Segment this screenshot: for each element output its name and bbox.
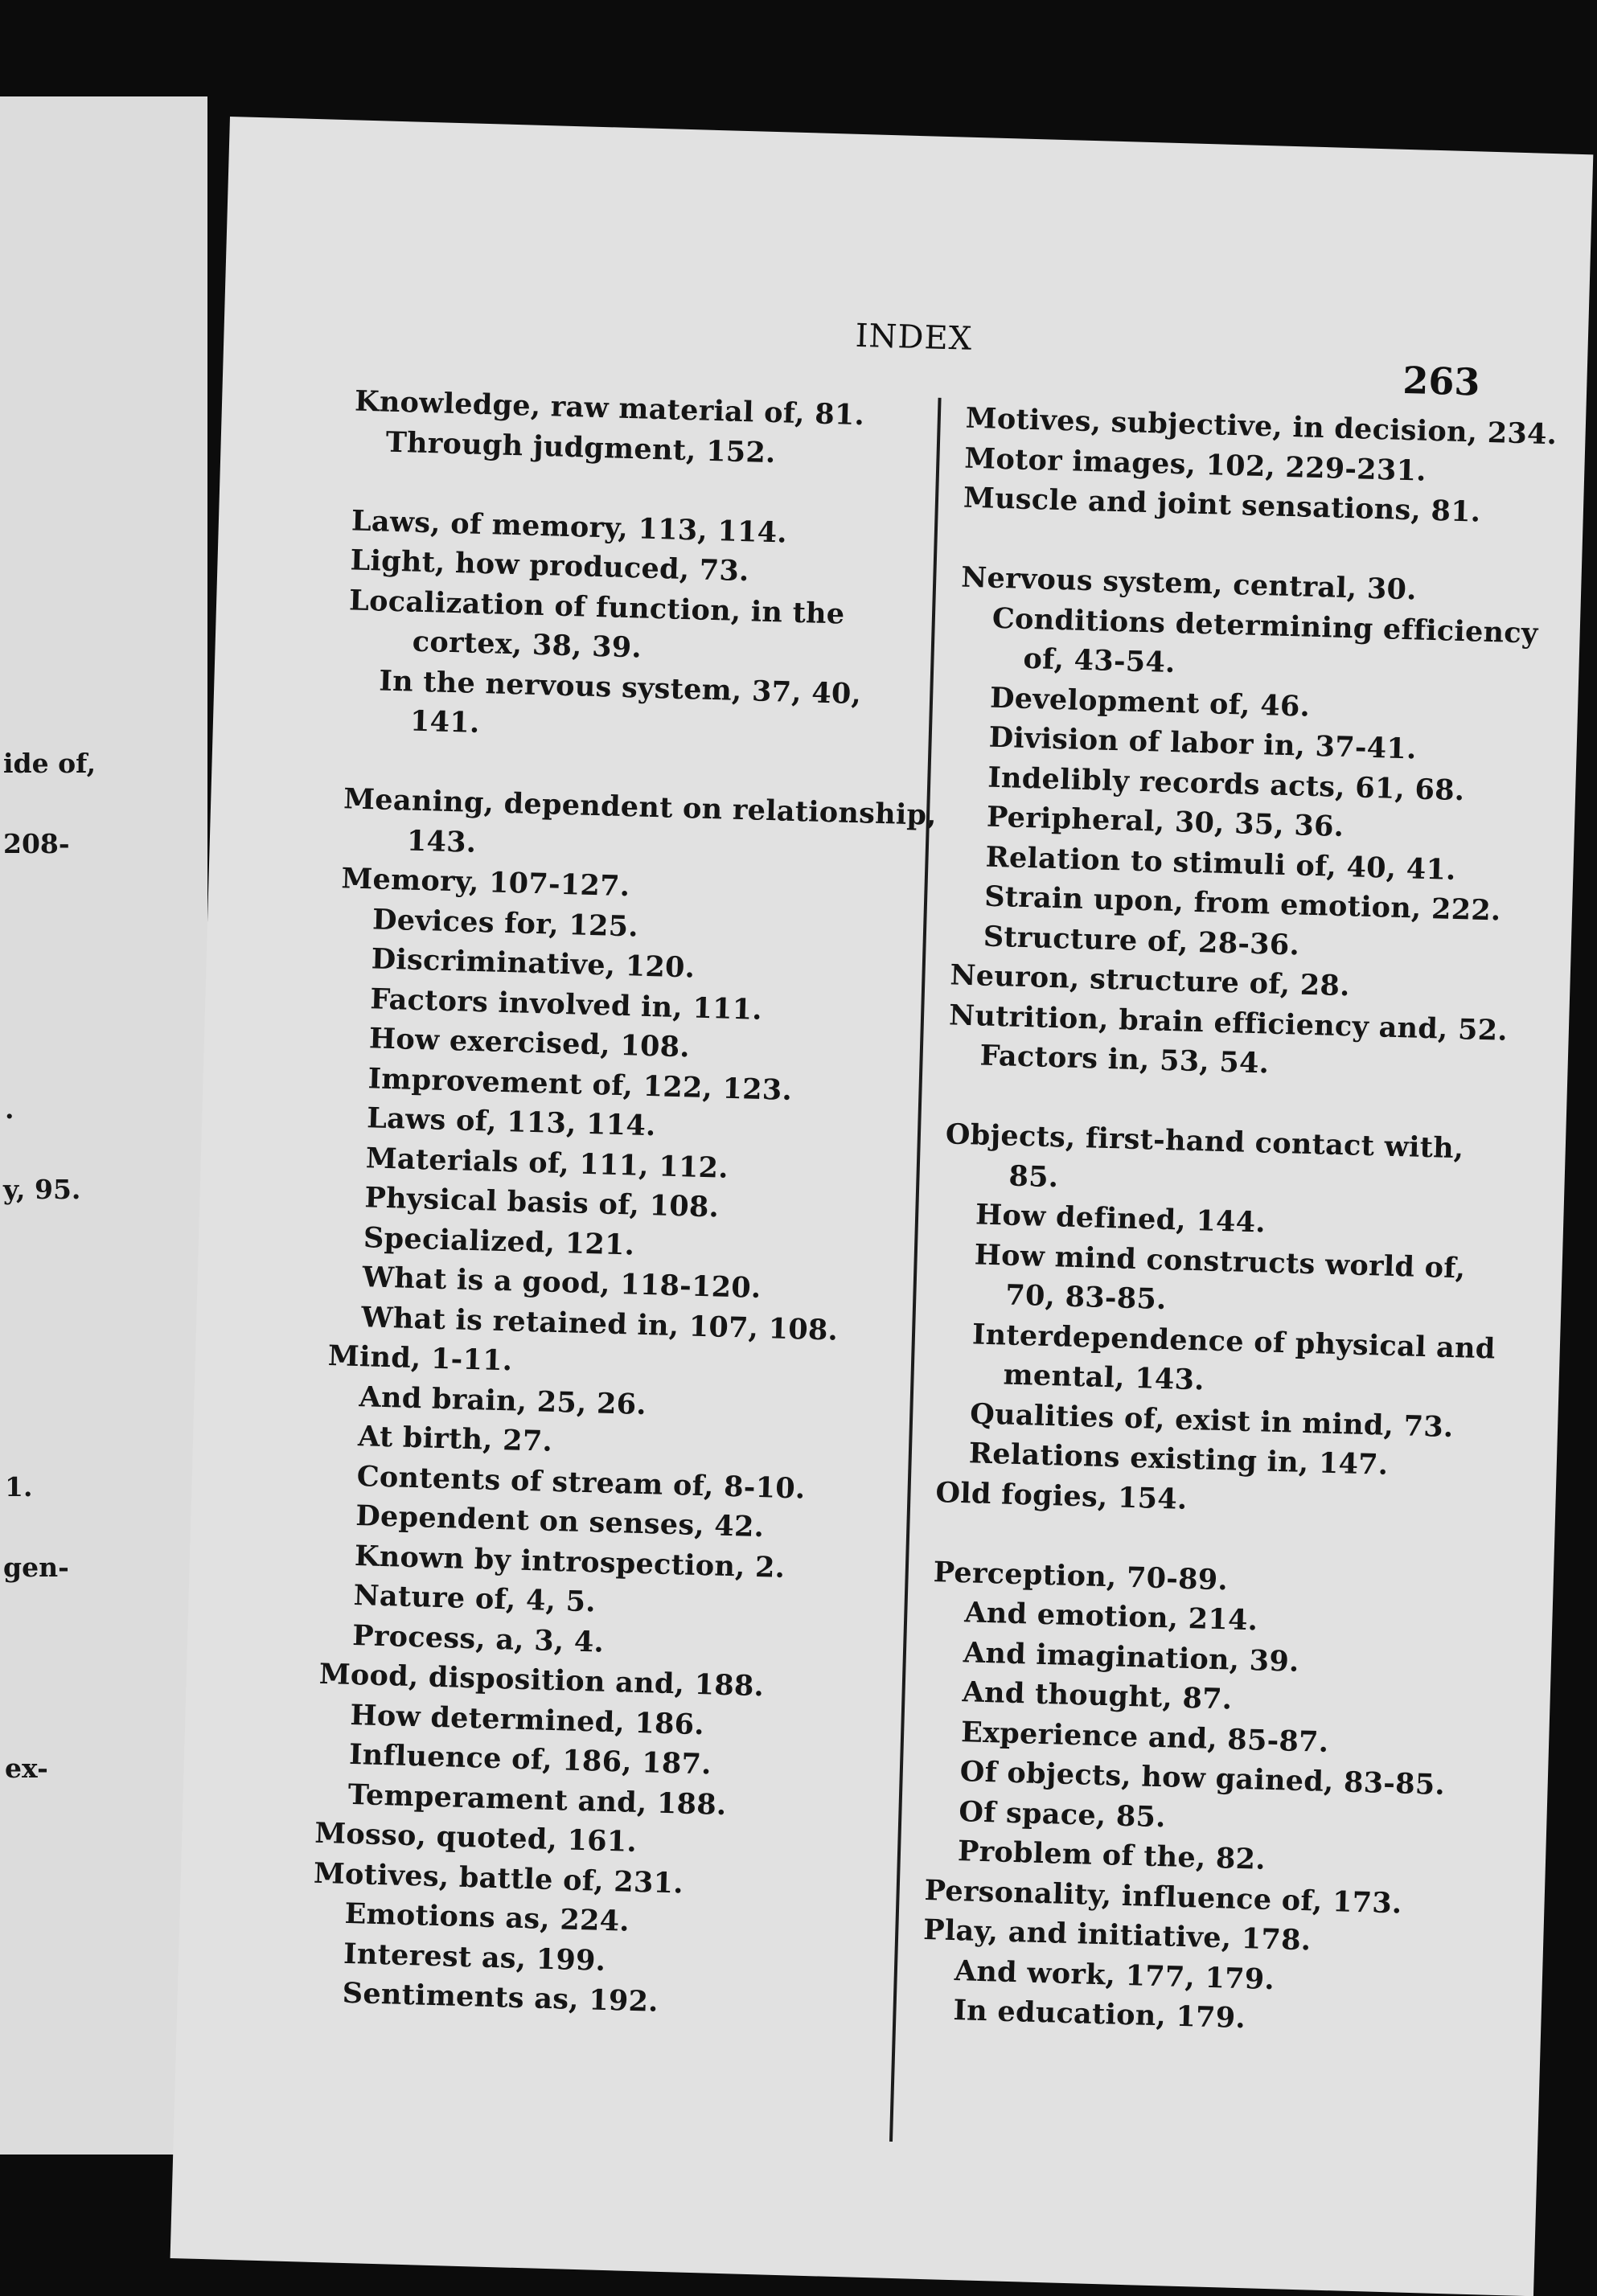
index-entry: Localization of function, in the [348, 583, 846, 631]
index-subentry: And work, 177, 179. [954, 1954, 1275, 1996]
index-subentry: Of space, 85. [958, 1794, 1167, 1834]
index-entry: Motives, subjective, in decision, 234. [965, 401, 1558, 452]
index-entry: Mood, disposition and, 188. [318, 1657, 765, 1704]
index-subentry: mental, 143. [1003, 1358, 1205, 1397]
index-subentry: Structure of, 28-36. [983, 920, 1300, 962]
index-entry: Nervous system, central, 30. [960, 560, 1418, 607]
index-entry: Nutrition, brain efficiency and, 52. [948, 998, 1509, 1048]
index-subentry: Temperament and, 188. [347, 1777, 727, 1822]
index-subentry: Division of labor in, 37-41. [988, 720, 1418, 766]
index-subentry: How mind constructs world of, [974, 1237, 1466, 1285]
index-subentry: Of objects, how gained, 83-85. [959, 1755, 1446, 1802]
index-subentry: Qualities of, exist in mind, 73. [969, 1396, 1455, 1444]
index-entry: Knowledge, raw material of, 81. [354, 384, 865, 433]
index-subentry: In education, 179. [953, 1994, 1246, 2036]
index-subentry: How determined, 186. [349, 1698, 705, 1741]
index-subentry: Nature of, 4, 5. [353, 1579, 597, 1619]
index-subentry: And imagination, 39. [963, 1635, 1300, 1679]
index-subentry: Factors involved in, 111. [369, 982, 763, 1027]
index-entry: Muscle and joint sensations, 81. [963, 481, 1481, 529]
index-entry: Laws, of memory, 113, 114. [351, 503, 788, 550]
index-entry: Objects, first-hand contact with, [945, 1117, 1464, 1166]
index-entry: Neuron, structure of, 28. [949, 958, 1351, 1003]
index-subentry: Influence of, 186, 187. [348, 1737, 712, 1781]
running-head: INDEX [855, 317, 973, 358]
index-subentry: Contents of stream of, 8-10. [356, 1459, 807, 1506]
index-subentry: Problem of the, 82. [957, 1835, 1267, 1876]
index-subentry: Conditions determining efficiency [991, 601, 1539, 650]
index-subentry: Relations existing in, 147. [968, 1437, 1389, 1482]
index-entry: Mosso, quoted, 161. [314, 1816, 638, 1859]
index-subentry: Peripheral, 30, 35, 36. [986, 800, 1345, 844]
index-subentry: Sentiments as, 192. [342, 1976, 659, 2019]
index-subentry: 141. [409, 704, 481, 740]
facing-page-text-fragment: gen- [3, 1552, 69, 1583]
facing-page-text-fragment: ide of, [3, 748, 96, 779]
index-subentry: Dependent on senses, 42. [355, 1499, 765, 1544]
index-column-right [921, 399, 1558, 2045]
index-subentry: What is a good, 118-120. [362, 1261, 762, 1306]
facing-page-text-fragment: 1. [5, 1471, 33, 1503]
index-subentry: cortex, 38, 39. [412, 625, 642, 665]
index-subentry: Development of, 46. [989, 681, 1311, 724]
facing-page-text-fragment: 208- [3, 828, 70, 859]
index-subentry: Materials of, 111, 112. [365, 1141, 729, 1185]
page-header [224, 300, 1588, 404]
index-subentry: How defined, 144. [975, 1198, 1267, 1240]
index-subentry: Interest as, 199. [343, 1937, 606, 1978]
index-subentry: of, 43-54. [1022, 642, 1176, 680]
index-subentry: Laws of, 113, 114. [366, 1101, 657, 1143]
index-subentry: Strain upon, from emotion, 222. [983, 879, 1502, 928]
index-subentry: Improvement of, 122, 123. [367, 1061, 793, 1107]
facing-page-text-fragment: ex- [5, 1753, 48, 1784]
page-number: 263 [1402, 358, 1481, 404]
index-subentry: 85. [1008, 1159, 1059, 1194]
index-entry: Play, and initiative, 178. [922, 1913, 1312, 1958]
index-subentry: Factors in, 53, 54. [979, 1039, 1270, 1080]
index-subentry: Experience and, 85-87. [960, 1715, 1329, 1759]
index-column-left [310, 381, 938, 2027]
index-subentry: Emotions as, 224. [344, 1896, 630, 1938]
index-subentry: Interdependence of physical and [971, 1317, 1496, 1366]
index-subentry: At birth, 27. [357, 1420, 553, 1458]
index-subentry: Known by introspection, 2. [354, 1539, 786, 1585]
index-subentry: Process, a, 3, 4. [351, 1618, 605, 1659]
index-subentry: Discriminative, 120. [371, 942, 696, 985]
index-subentry: In the nervous system, 37, 40, [378, 663, 862, 711]
index-entry: Old fogies, 154. [934, 1475, 1189, 1516]
index-entry: Meaning, dependent on relationship, [343, 782, 938, 832]
index-entry: Motor images, 102, 229-231. [963, 441, 1427, 488]
index-entry: Light, how produced, 73. [350, 543, 750, 588]
index-subentry: 143. [406, 824, 477, 859]
index-subentry: What is retained in, 107, 108. [360, 1300, 839, 1347]
index-subentry: 70, 83-85. [1004, 1278, 1168, 1317]
index-subentry: And thought, 87. [962, 1675, 1233, 1716]
index-subentry: Physical basis of, 108. [363, 1181, 720, 1224]
index-subentry: And emotion, 214. [963, 1596, 1258, 1638]
facing-page-text-fragment: . [5, 1093, 14, 1125]
index-entry: Memory, 107-127. [341, 862, 630, 904]
index-subentry: Indelibly records acts, 61, 68. [987, 761, 1465, 807]
index-subentry: Through judgment, 152. [385, 425, 777, 469]
index-subentry: Specialized, 121. [363, 1220, 635, 1262]
index-entry: Motives, battle of, 231. [313, 1856, 684, 1900]
index-subentry: How exercised, 108. [368, 1022, 691, 1064]
index-entry: Personality, influence of, 173. [924, 1873, 1403, 1921]
index-subentry: And brain, 25, 26. [359, 1380, 647, 1421]
index-subentry: Devices for, 125. [372, 902, 639, 944]
index-entry: Mind, 1-11. [327, 1339, 513, 1378]
facing-page-text-fragment: y, 95. [3, 1174, 81, 1205]
index-subentry: Relation to stimuli of, 40, 41. [985, 840, 1457, 887]
facing-page-edge [0, 96, 207, 2155]
index-page [170, 117, 1594, 2296]
index-entry: Perception, 70-89. [933, 1555, 1229, 1597]
